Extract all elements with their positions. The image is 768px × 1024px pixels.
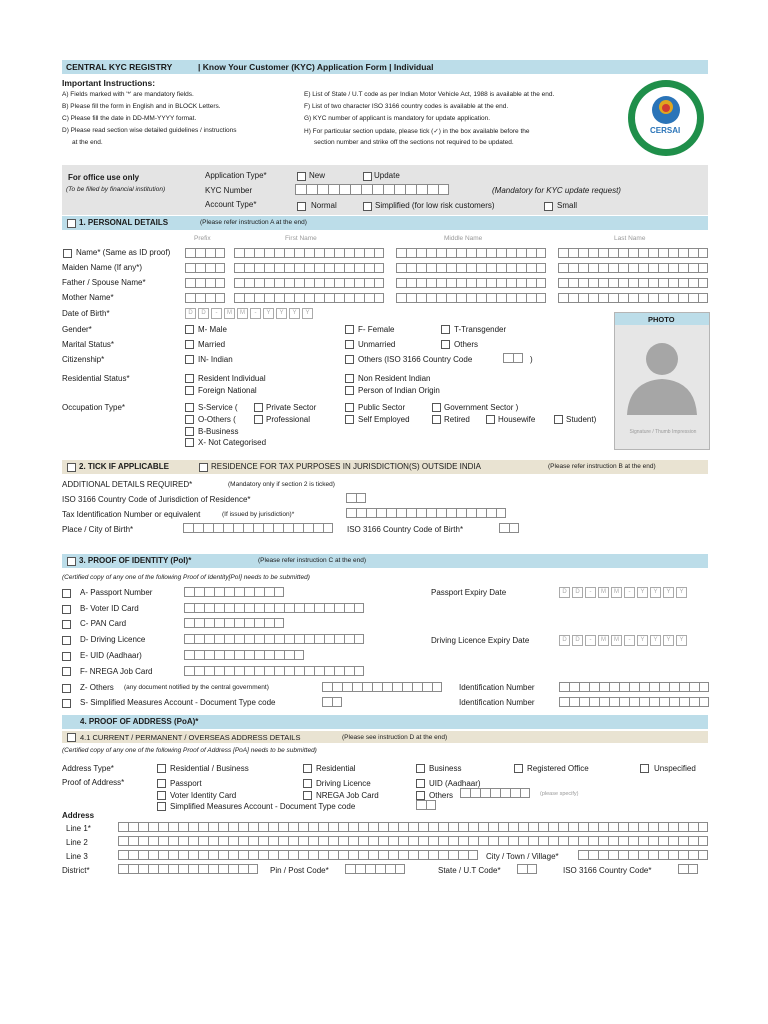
country-code-label: ISO 3166 Country Code* [563, 866, 652, 875]
col-last-name: Last Name [614, 235, 646, 242]
cersai-logo-text: CERSAI [650, 126, 681, 135]
poa-others-checkbox[interactable] [416, 791, 425, 800]
citizen-others-checkbox[interactable] [345, 355, 354, 364]
iso-birth-field[interactable] [499, 523, 519, 533]
maiden-name-prefix-field[interactable] [185, 263, 225, 273]
poa-others-field[interactable] [460, 788, 530, 798]
occ-professional-checkbox[interactable] [254, 415, 263, 424]
occ-public-label: Public Sector [358, 403, 406, 412]
mother-name-first-name-field[interactable] [234, 293, 384, 303]
occ-business-label: B-Business [198, 427, 239, 436]
passport-number-field[interactable] [184, 587, 284, 597]
iso-birth-label: ISO 3166 Country Code of Birth* [347, 525, 464, 534]
occ-student-label: Student) [566, 415, 597, 424]
poi-passport-label: A- Passport Number [80, 588, 153, 597]
gender-female-label: F- Female [358, 325, 395, 334]
pin-field[interactable] [345, 864, 405, 874]
place-of-birth-label: Place / City of Birth* [62, 525, 134, 534]
poa-others-placeholder: (please specify) [540, 791, 579, 797]
occ-service-label: S-Service ( [198, 403, 238, 412]
name-update-checkbox[interactable] [63, 249, 72, 258]
city-field[interactable] [578, 850, 708, 860]
kyc-number-label: KYC Number [205, 186, 253, 195]
poi-voter-checkbox[interactable] [62, 605, 71, 614]
father-spouse-name-last-name-field[interactable] [558, 278, 708, 288]
dob-label: Date of Birth* [62, 309, 110, 318]
father-spouse-name-prefix-field[interactable] [185, 278, 225, 288]
name-label: Name* (Same as ID proof) [76, 248, 171, 257]
citizen-others-label: Others (ISO 3166 Country Code [358, 355, 473, 364]
occ-housewife-checkbox[interactable] [486, 415, 495, 424]
poa-passport-label: Passport [170, 779, 202, 788]
pin-label: Pin / Post Code* [270, 866, 329, 875]
section1-title: 1. PERSONAL DETAILS [79, 218, 169, 227]
normal-checkbox[interactable] [297, 202, 306, 211]
simplified-doc-code-field[interactable] [322, 697, 342, 707]
instruction-g: G) KYC number of applicant is mandatory for update application. [304, 115, 491, 122]
poa-others-label: Others [429, 791, 454, 800]
mother-name-prefix-field[interactable] [185, 293, 225, 303]
line2-label: Line 2 [66, 838, 88, 847]
poi-pan-checkbox[interactable] [62, 620, 71, 629]
occ-retired-checkbox[interactable] [432, 415, 441, 424]
occ-housewife-label: Housewife [498, 415, 536, 424]
signature-note: Signature / Thumb Impression [629, 429, 697, 435]
cersai-logo [628, 80, 704, 156]
at-registered-office-label: Registered Office [527, 764, 589, 773]
occ-private-label: Private Sector [266, 403, 317, 412]
instruction-d-cont: at the end. [72, 139, 103, 146]
section2-title: 2. TICK IF APPLICABLE [79, 462, 169, 471]
tin-label: Tax Identification Number or equivalent [62, 510, 201, 519]
poa-voter-checkbox[interactable] [157, 791, 166, 800]
citizenship-label: Citizenship* [62, 355, 105, 364]
section2-sub: RESIDENCE FOR TAX PURPOSES IN JURISDICTION(S) OUTSIDE INDIA [211, 462, 481, 471]
passport-expiry-field[interactable]: D D - M M - Y Y Y Y [559, 587, 687, 598]
col-middle-name: Middle Name [444, 235, 483, 242]
poi-others-checkbox[interactable] [62, 684, 71, 693]
name-prefix-field[interactable] [185, 248, 225, 258]
marital-status-label: Marital Status* [62, 340, 115, 349]
address-line3-field[interactable] [118, 850, 478, 860]
instruction-b: B) Please fill the form in English and in BLOCK Letters. [62, 103, 221, 110]
poi-dl-label: D- Driving Licence [80, 635, 146, 644]
instruction-c: C) Please fill the date in DD-MM-YYYY format. [62, 115, 197, 122]
identification-number-field[interactable] [559, 682, 709, 692]
new-checkbox[interactable] [297, 172, 306, 181]
gender-male-label: M- Male [198, 325, 227, 334]
indian-label: IN- Indian [198, 355, 233, 364]
section3-certified: (Certified copy of any one of the following Proof of Identity[PoI] needs to be submitted) [62, 574, 310, 581]
residential-status-label: Residential Status* [62, 374, 130, 383]
citizen-country-code-field[interactable] [503, 353, 523, 363]
occupation-label: Occupation Type* [62, 403, 126, 412]
state-label: State / U.T Code* [438, 866, 501, 875]
occ-retired-label: Retired [444, 415, 470, 424]
occ-professional-label: Professional [266, 415, 311, 424]
state-code-field[interactable] [517, 864, 537, 874]
occ-business-checkbox[interactable] [185, 427, 194, 436]
maiden-name-middle-name-field[interactable] [396, 263, 546, 273]
section2-checkbox[interactable] [67, 463, 76, 472]
col-first-name: First Name [285, 235, 317, 242]
section3-note: (Please refer instruction C at the end) [258, 557, 367, 564]
occ-not-categorised-checkbox[interactable] [185, 438, 194, 447]
poa-nrega-checkbox[interactable] [303, 791, 312, 800]
at-residential-label: Residential [316, 764, 356, 773]
section2-note: (Please refer instruction B at the end) [548, 463, 656, 470]
occ-student-checkbox[interactable] [554, 415, 563, 424]
line1-label: Line 1* [66, 824, 91, 833]
at-res-business-checkbox[interactable] [157, 764, 166, 773]
address-heading: Address [62, 811, 95, 820]
section3-checkbox[interactable] [67, 557, 76, 566]
application-type-label: Application Type* [205, 171, 267, 180]
poi-uid-checkbox[interactable] [62, 652, 71, 661]
indian-checkbox[interactable] [185, 355, 194, 364]
section4-certified: (Certified copy of any one of the following Proof of Address [PoA] needs to be submitted) [62, 747, 317, 754]
poa-dl-checkbox[interactable] [303, 779, 312, 788]
gender-trans-label: T-Transgender [454, 325, 507, 334]
section4-1-note: (Please see instruction D at the end) [342, 734, 448, 741]
poa-simplified-code-field[interactable] [416, 800, 436, 810]
gender-trans-checkbox[interactable] [441, 325, 450, 334]
line3-label: Line 3 [66, 852, 88, 861]
gender-label: Gender* [62, 325, 92, 334]
section4-1-checkbox[interactable] [67, 733, 76, 742]
update-checkbox[interactable] [363, 172, 372, 181]
simplified-label: Simplified (for low risk customers) [375, 201, 495, 210]
nri-label: Non Resident Indian [358, 374, 431, 383]
father-spouse-label: Father / Spouse Name* [62, 278, 146, 287]
registry-title: CENTRAL KYC REGISTRY [66, 62, 173, 72]
country-code-field[interactable] [678, 864, 698, 874]
section4-1-title: 4.1 CURRENT / PERMANENT / OVERSEAS ADDRESS DETAILS [80, 733, 301, 742]
additional-details-label: ADDITIONAL DETAILS REQUIRED* [62, 480, 193, 489]
poi-uid-label: E- UID (Aadhaar) [80, 651, 142, 660]
poi-pan-label: C- PAN Card [80, 619, 127, 628]
small-label: Small [557, 201, 578, 210]
marital-others-checkbox[interactable] [441, 340, 450, 349]
occ-public-checkbox[interactable] [345, 403, 354, 412]
maiden-name-first-name-field[interactable] [234, 263, 384, 273]
instruction-a: A) Fields marked with '*' are mandatory fields. [62, 91, 194, 98]
mother-name-middle-name-field[interactable] [396, 293, 546, 303]
occ-others-label: O-Others ( [198, 415, 236, 424]
tin-field[interactable] [346, 508, 506, 518]
gender-female-checkbox[interactable] [345, 325, 354, 334]
poa-uid-checkbox[interactable] [416, 779, 425, 788]
occ-not-categorised-label: X- Not Categorised [198, 438, 267, 447]
poi-voter-label: B- Voter ID Card [80, 604, 139, 613]
instruction-h-cont: section number and strike off the sections not required to be updated. [314, 139, 514, 146]
at-res-business-label: Residential / Business [170, 764, 249, 773]
account-type-label: Account Type* [205, 200, 257, 209]
pio-checkbox[interactable] [345, 386, 354, 395]
nrega-field[interactable] [184, 666, 364, 676]
at-residential-checkbox[interactable] [303, 764, 312, 773]
instructions-heading: Important Instructions: [62, 78, 156, 88]
poa-simplified-checkbox[interactable] [157, 802, 166, 811]
nri-checkbox[interactable] [345, 374, 354, 383]
occ-government-checkbox[interactable] [432, 403, 441, 412]
poa-uid-label: UID (Aadhaar) [429, 779, 481, 788]
maiden-name-last-name-field[interactable] [558, 263, 708, 273]
foreign-national-checkbox[interactable] [185, 386, 194, 395]
at-unspecified-checkbox[interactable] [640, 764, 649, 773]
at-unspecified-label: Unspecified [654, 764, 696, 773]
normal-label: Normal [311, 201, 337, 210]
office-use-heading: For office use only [68, 173, 140, 182]
poa-dl-label: Driving Licence [316, 779, 371, 788]
new-label: New [309, 171, 326, 180]
gender-male-checkbox[interactable] [185, 325, 194, 334]
name-first-name-field[interactable] [234, 248, 384, 258]
update-label: Update [374, 171, 400, 180]
name-middle-name-field[interactable] [396, 248, 546, 258]
kyc-number-field[interactable] [295, 184, 449, 195]
section2-tax-checkbox[interactable] [199, 463, 208, 472]
address-type-label: Address Type* [62, 764, 114, 773]
photo-box[interactable] [614, 312, 710, 450]
simplified-identification-number-field[interactable] [559, 697, 709, 707]
kyc-number-note: (Mandatory for KYC update request) [492, 186, 621, 195]
poa-voter-label: Voter Identity Card [170, 791, 237, 800]
district-label: District* [62, 866, 90, 875]
occ-self-employed-label: Self Employed [358, 415, 410, 424]
occ-service-checkbox[interactable] [185, 403, 194, 412]
foreign-national-label: Foreign National [198, 386, 257, 395]
col-prefix: Prefix [194, 235, 211, 242]
others-doc-field[interactable] [322, 682, 442, 692]
address-line2-field[interactable] [118, 836, 708, 846]
mother-name-last-name-field[interactable] [558, 293, 708, 303]
tin-note: (If issued by jurisdiction)* [222, 511, 295, 518]
person-silhouette-icon [615, 327, 709, 417]
pio-label: Person of Indian Origin [358, 386, 440, 395]
poa-simplified-label: Simplified Measures Account - Document Type code [170, 802, 356, 811]
poi-passport-checkbox[interactable] [62, 589, 71, 598]
section1-note: (Please refer instruction A at the end) [200, 219, 307, 226]
poi-simplified-checkbox[interactable] [62, 699, 71, 708]
resident-individual-checkbox[interactable] [185, 374, 194, 383]
at-registered-office-checkbox[interactable] [514, 764, 523, 773]
iso-jurisdiction-label: ISO 3166 Country Code of Jurisdiction of Residence* [62, 495, 251, 504]
maiden-name-label: Maiden Name (If any*) [62, 263, 143, 272]
poa-passport-checkbox[interactable] [157, 779, 166, 788]
pan-field[interactable] [184, 618, 284, 628]
dl-expiry-label: Driving Licence Expiry Date [431, 636, 530, 645]
iso-jurisdiction-field[interactable] [346, 493, 366, 503]
married-checkbox[interactable] [185, 340, 194, 349]
unmarried-checkbox[interactable] [345, 340, 354, 349]
simplified-checkbox[interactable] [363, 202, 372, 211]
occ-others-checkbox[interactable] [185, 415, 194, 424]
at-business-checkbox[interactable] [416, 764, 425, 773]
small-checkbox[interactable] [544, 202, 553, 211]
occ-government-label: Government Sector ) [444, 403, 519, 412]
photo-label: PHOTO [648, 315, 675, 324]
dl-expiry-field[interactable]: D D - M M - Y Y Y Y [559, 635, 687, 646]
name-last-name-field[interactable] [558, 248, 708, 258]
place-of-birth-field[interactable] [183, 523, 333, 533]
resident-individual-label: Resident Individual [198, 374, 266, 383]
instruction-d: D) Please read section wise detailed guidelines / instructions [62, 127, 237, 134]
citizen-close-paren: ) [530, 355, 533, 364]
passport-expiry-label: Passport Expiry Date [431, 588, 507, 597]
marital-others-label: Others [454, 340, 479, 349]
poi-nrega-label: F- NREGA Job Card [80, 667, 153, 676]
poi-simplified-label: S- Simplified Measures Account - Document Type code [80, 698, 276, 707]
additional-details-note: (Mandatory only if section 2 is ticked) [228, 481, 335, 488]
uid-field[interactable] [184, 650, 304, 660]
office-use-sub: (To be filled by financial institution) [66, 186, 166, 193]
instruction-e: E) List of State / U.T code as per Indian Motor Vehicle Act, 1988 is available at the end. [304, 91, 555, 98]
proof-of-address-label: Proof of Address* [62, 778, 125, 787]
section1-update-checkbox[interactable] [67, 219, 76, 228]
father-spouse-name-first-name-field[interactable] [234, 278, 384, 288]
poi-dl-checkbox[interactable] [62, 636, 71, 645]
poa-nrega-label: NREGA Job Card [316, 791, 379, 800]
instruction-h: H) For particular section update, please tick (✓) in the box available before the [304, 128, 530, 135]
identification-number-label-2: Identification Number [459, 698, 535, 707]
father-spouse-name-middle-name-field[interactable] [396, 278, 546, 288]
married-label: Married [198, 340, 226, 349]
poi-others-label: Z- Others [80, 683, 114, 692]
city-label: City / Town / Village* [486, 852, 559, 861]
occ-private-checkbox[interactable] [254, 403, 263, 412]
voter-id-field[interactable] [184, 603, 364, 613]
mother-name-label: Mother Name* [62, 293, 114, 302]
instruction-f: F) List of two character ISO 3166 country codes is available at the end. [304, 103, 509, 110]
poi-nrega-checkbox[interactable] [62, 667, 71, 676]
address-line1-field[interactable] [118, 822, 708, 832]
section4-title: 4. PROOF OF ADDRESS (PoA)* [80, 717, 199, 726]
driving-licence-field[interactable] [184, 634, 364, 644]
dob-field[interactable]: D D - M M - Y Y Y Y [185, 308, 313, 319]
section3-title: 3. PROOF OF IDENTITY (PoI)* [79, 556, 192, 565]
poi-others-note: (any document notified by the central government) [124, 684, 269, 691]
form-title: | Know Your Customer (KYC) Application Form | Individual [198, 62, 434, 72]
at-business-label: Business [429, 764, 462, 773]
occ-self-employed-checkbox[interactable] [345, 415, 354, 424]
identification-number-label: Identification Number [459, 683, 535, 692]
district-field[interactable] [118, 864, 258, 874]
unmarried-label: Unmarried [358, 340, 396, 349]
